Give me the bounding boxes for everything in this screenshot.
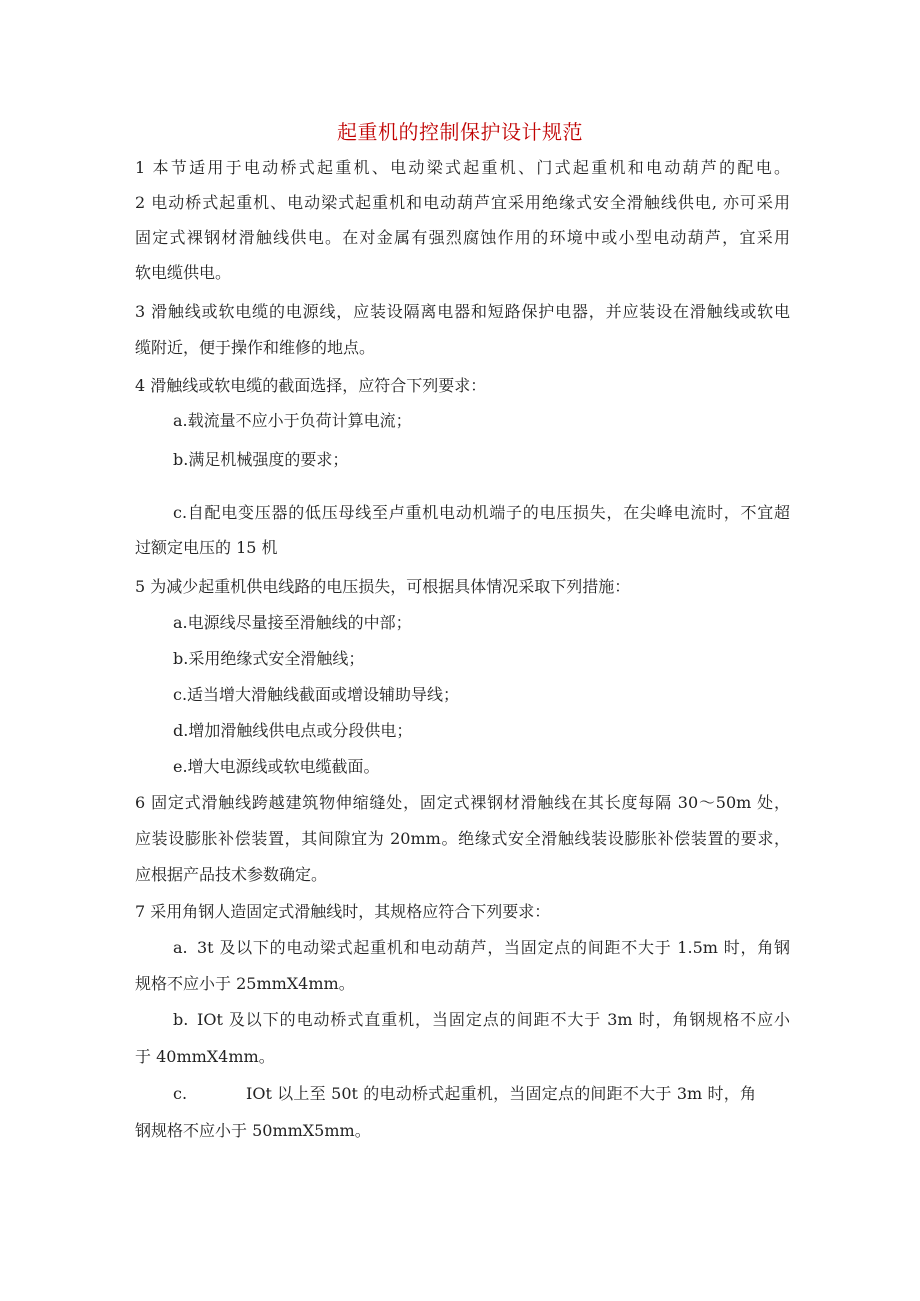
clause-7-item-c-marker: c. bbox=[173, 1084, 188, 1103]
clause-5: 5 为减少起重机供电线路的电压损失，可根据具体情况采取下列措施： bbox=[135, 577, 631, 596]
clause-3-line-1: 3 滑触线或软电缆的电源线，应装设隔离电器和短路保护电器，并应装设在滑触线或软电 bbox=[135, 302, 790, 321]
clause-3-line-2: 缆附近，便于操作和维修的地点。 bbox=[135, 338, 376, 357]
clause-6-line-1: 6 固定式滑触线跨越建筑物伸缩缝处，固定式裸钢材滑触线在其长度每隔 30～50m 处， bbox=[135, 793, 790, 812]
clause-5-item-e: e.增大电源线或软电缆截面。 bbox=[173, 757, 380, 776]
clause-1: 1 本节适用于电动桥式起重机、电动梁式起重机、门式起重机和电动葫芦的配电。 bbox=[135, 158, 790, 177]
clause-5-item-c: c.适当增大滑触线截面或增设辅助导线； bbox=[173, 685, 460, 704]
clause-7: 7 采用角钢人造固定式滑触线时，其规格应符合下列要求： bbox=[135, 902, 551, 921]
document-title: 起重机的控制保护设计规范 bbox=[337, 120, 583, 144]
clause-4-item-c-line-1: c.自配电变压器的低压母线至卢重机电动机端子的电压损失，在尖峰电流时，不宜超 bbox=[173, 503, 790, 522]
clause-5-item-a: a.电源线尽量接至滑触线的中部； bbox=[173, 613, 412, 632]
clause-4-item-c-line-2: 过额定电压的 15 机 bbox=[135, 538, 278, 557]
clause-7-item-b-line-1: IOt 及以下的电动桥式直重机，当固定点的间距不大于 3m 时，角钢规格不应小 bbox=[197, 1010, 790, 1029]
clause-7-item-a-line-1: 3t 及以下的电动梁式起重机和电动葫芦，当固定点的间距不大于 1.5m 时，角钢 bbox=[197, 938, 790, 957]
clause-5-item-b: b.采用绝缘式安全滑触线； bbox=[173, 649, 365, 668]
clause-6-line-2: 应装设膨胀补偿装置，其间隙宜为 20mm。绝缘式安全滑触线装设膨胀补偿装置的要求， bbox=[135, 829, 790, 848]
clause-2-line-2: 固定式裸钢材滑触线供电。在对金属有强烈腐蚀作用的环境中或小型电动葫芦，宜采用 bbox=[135, 228, 790, 247]
clause-4-item-a: a.载流量不应小于负荷计算电流； bbox=[173, 411, 412, 430]
clause-7-item-a-line-2: 规格不应小于 25mmX4mm。 bbox=[135, 974, 355, 993]
clause-7-item-b-line-2: 于 40mmX4mm。 bbox=[135, 1047, 275, 1066]
clause-6-line-3: 应根据产品技术参数确定。 bbox=[135, 865, 328, 884]
clause-7-item-b-marker: b. bbox=[173, 1010, 189, 1029]
clause-7-item-a-marker: a. bbox=[173, 938, 188, 957]
clause-5-item-d: d.增加滑触线供电点或分段供电； bbox=[173, 721, 413, 740]
clause-4-item-b: b.满足机械强度的要求； bbox=[173, 450, 349, 469]
clause-4: 4 滑触线或软电缆的截面选择，应符合下列要求： bbox=[135, 376, 487, 395]
clause-7-item-c-line-1: IOt 以上至 50t 的电动桥式起重机，当固定点的间距不大于 3m 时，角 bbox=[246, 1084, 756, 1103]
clause-2-line-1: 2 电动桥式起重机、电动梁式起重机和电动葫芦宜采用绝缘式安全滑触线供电, 亦可采用 bbox=[135, 193, 790, 212]
clause-2-line-3: 软电缆供电。 bbox=[135, 263, 232, 282]
clause-7-item-c-line-2: 钢规格不应小于 50mmX5mm。 bbox=[135, 1121, 371, 1140]
